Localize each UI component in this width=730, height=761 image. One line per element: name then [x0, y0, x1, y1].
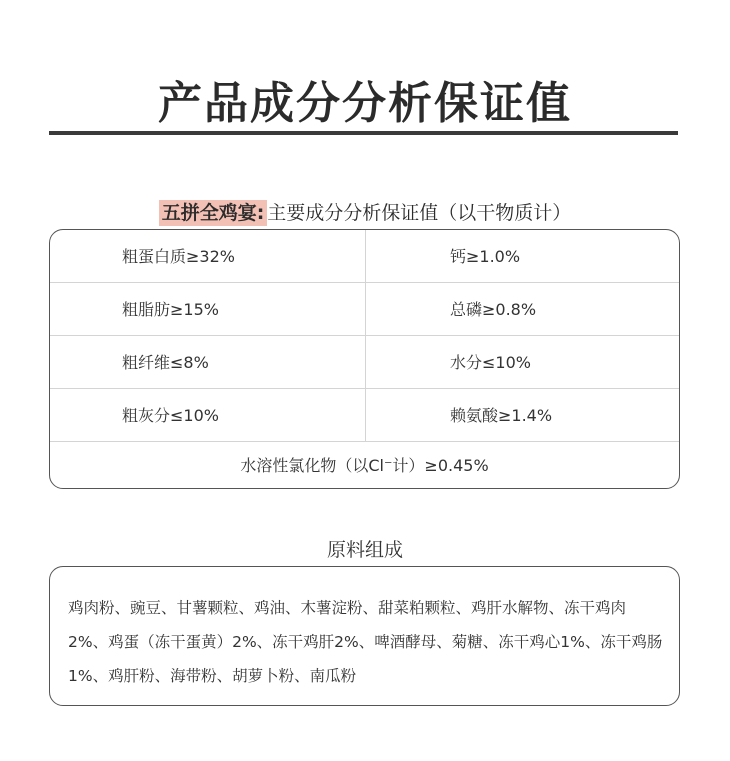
- table-cell: 粗脂肪≥15%: [122, 300, 219, 319]
- analysis-heading: [0, 199, 730, 227]
- table-cell: 粗纤维≤8%: [122, 353, 209, 372]
- ingredients-box: [49, 566, 680, 706]
- column-divider: [365, 230, 366, 442]
- analysis-heading-text: 主要成分分析保证值（以干物质计）: [267, 202, 572, 224]
- ingredients-text: 鸡肉粉、豌豆、甘薯颗粒、鸡油、木薯淀粉、甜菜粕颗粒、鸡肝水解物、冻干鸡肉2%、鸡蛋（冻干蛋黄）2%、冻干鸡肝2%、啤酒酵母、菊糖、冻干鸡心1%、冻干鸡肠1%、鸡肝粉、海带粉、胡萝卜粉、南瓜粉: [68, 599, 663, 685]
- table-cell: 水分≤10%: [450, 353, 531, 372]
- page-title: 产品成分分析保证值: [158, 78, 572, 129]
- title-underline: [49, 131, 678, 135]
- table-full-row: 水溶性氯化物（以Cl⁻计）≥0.45%: [240, 456, 489, 475]
- ingredients-heading: 原料组成: [326, 539, 403, 561]
- table-cell: 总磷≥0.8%: [450, 300, 537, 319]
- table-cell: 钙≥1.0%: [450, 247, 521, 266]
- table-cell: 赖氨酸≥1.4%: [450, 406, 553, 425]
- analysis-table: [49, 229, 680, 489]
- product-name-highlight: 五拼全鸡宴:: [159, 200, 268, 226]
- table-cell: 粗蛋白质≥32%: [122, 247, 235, 266]
- table-cell: 粗灰分≤10%: [122, 406, 219, 425]
